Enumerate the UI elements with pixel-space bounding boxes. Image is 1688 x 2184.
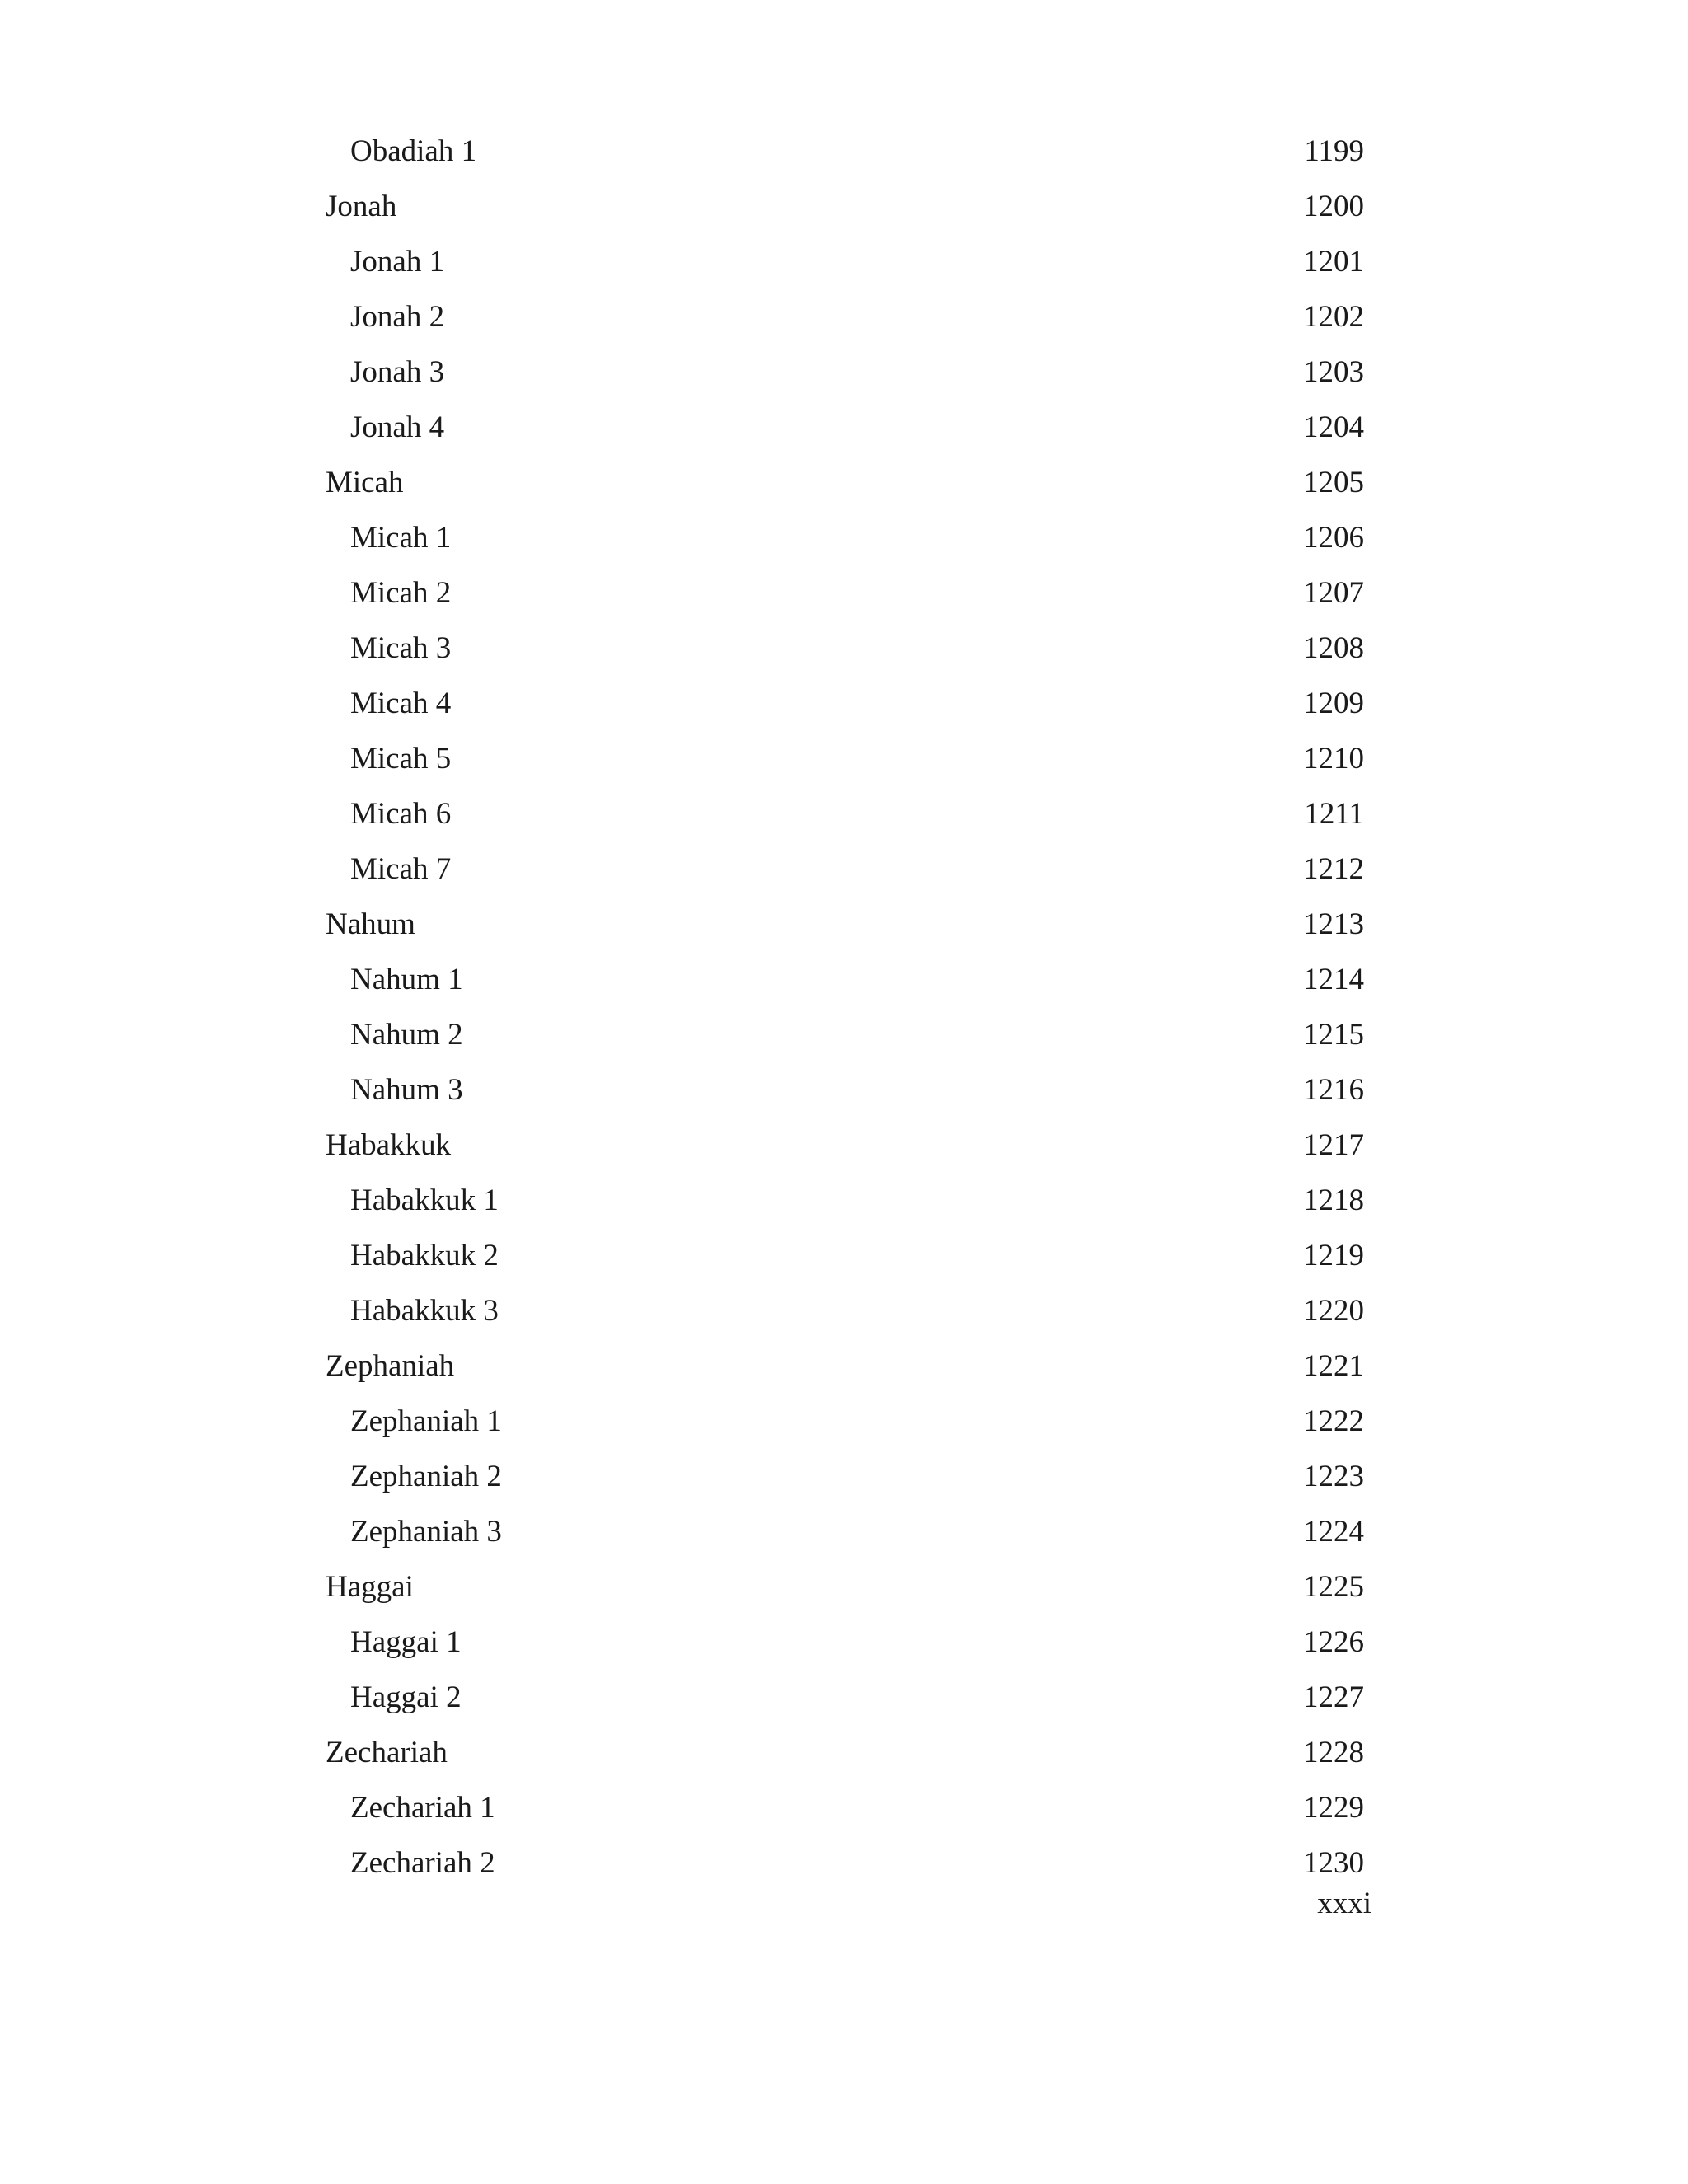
toc-entry-title: Zephaniah: [326, 1349, 455, 1383]
toc-entry-page: 1222: [1303, 1404, 1364, 1438]
toc-entry[interactable]: [326, 1283, 1364, 1338]
toc-entry-title: Habakkuk: [326, 1128, 452, 1162]
toc-entry[interactable]: [326, 1062, 1364, 1118]
toc-entry-title: Micah: [326, 466, 404, 499]
toc-entry-page: 1214: [1303, 963, 1364, 996]
toc-entry-title: Nahum 2: [350, 1018, 463, 1052]
toc-entry-page: 1218: [1303, 1183, 1364, 1217]
toc-entry-page: 1209: [1303, 687, 1364, 720]
toc-entry-page: 1229: [1303, 1791, 1364, 1825]
toc-entry-title: Zephaniah 2: [350, 1460, 502, 1493]
toc-entry[interactable]: [326, 1338, 1364, 1394]
toc-entry-page: 1206: [1303, 521, 1364, 555]
toc-entry-page: 1219: [1303, 1239, 1364, 1272]
toc-entry-title: Jonah 4: [350, 410, 445, 444]
toc-entry-page: 1221: [1303, 1349, 1364, 1383]
toc-entry[interactable]: [326, 786, 1364, 841]
toc-entry-title: Micah 3: [350, 631, 452, 665]
toc-entry[interactable]: [326, 1118, 1364, 1173]
toc-entry-page: 1217: [1303, 1128, 1364, 1162]
toc-entry-title: Zechariah: [326, 1736, 448, 1769]
toc-entry-page: 1200: [1303, 190, 1364, 223]
toc-entry-title: Jonah 3: [350, 355, 445, 389]
toc-entry-page: 1211: [1304, 797, 1364, 831]
toc-entry[interactable]: [326, 1394, 1364, 1449]
toc-entry[interactable]: [326, 1725, 1364, 1780]
toc-entry[interactable]: [326, 1615, 1364, 1670]
page-number: xxxi: [1317, 1886, 1372, 1920]
toc-entry[interactable]: [326, 1835, 1364, 1891]
toc-entry-page: 1220: [1303, 1294, 1364, 1328]
toc-entry-page: 1227: [1303, 1680, 1364, 1714]
toc-entry[interactable]: [326, 897, 1364, 952]
toc-entry[interactable]: [326, 179, 1364, 234]
toc-entry-page: 1208: [1303, 631, 1364, 665]
toc-entry-page: 1230: [1303, 1846, 1364, 1880]
toc-entry[interactable]: [326, 1007, 1364, 1062]
toc-entry-title: Nahum 3: [350, 1073, 463, 1107]
toc-entry-title: Micah 4: [350, 687, 452, 720]
table-of-contents: [326, 124, 1364, 1891]
toc-entry-title: Zephaniah 1: [350, 1404, 502, 1438]
toc-entry-page: 1215: [1303, 1018, 1364, 1052]
toc-entry-page: 1223: [1303, 1460, 1364, 1493]
toc-entry[interactable]: [326, 289, 1364, 344]
toc-entry-page: 1226: [1303, 1625, 1364, 1659]
toc-entry-title: Micah 6: [350, 797, 452, 831]
toc-entry-title: Nahum: [326, 907, 415, 941]
toc-entry-page: 1204: [1303, 410, 1364, 444]
toc-entry-title: Obadiah 1: [350, 134, 477, 168]
toc-entry[interactable]: [326, 510, 1364, 565]
toc-entry-title: Jonah 1: [350, 245, 445, 279]
toc-entry-title: Zephaniah 3: [350, 1515, 502, 1549]
toc-entry-page: 1205: [1303, 466, 1364, 499]
toc-entry-page: 1207: [1303, 576, 1364, 610]
toc-entry-page: 1213: [1303, 907, 1364, 941]
toc-entry-page: 1210: [1303, 742, 1364, 776]
toc-entry-title: Habakkuk 1: [350, 1183, 499, 1217]
toc-entry[interactable]: [326, 621, 1364, 676]
toc-entry-title: Zechariah 1: [350, 1791, 495, 1825]
toc-entry-title: Habakkuk 3: [350, 1294, 499, 1328]
toc-entry[interactable]: [326, 234, 1364, 289]
toc-entry[interactable]: [326, 124, 1364, 179]
toc-entry-title: Habakkuk 2: [350, 1239, 499, 1272]
toc-entry[interactable]: [326, 1780, 1364, 1835]
toc-entry-title: Haggai 1: [350, 1625, 462, 1659]
toc-entry-title: Zechariah 2: [350, 1846, 495, 1880]
toc-entry-page: 1201: [1303, 245, 1364, 279]
toc-entry-page: 1202: [1303, 300, 1364, 334]
toc-entry[interactable]: [326, 1449, 1364, 1504]
toc-entry[interactable]: [326, 1559, 1364, 1615]
toc-entry-page: 1225: [1303, 1570, 1364, 1604]
toc-entry[interactable]: [326, 731, 1364, 786]
toc-entry-page: 1228: [1303, 1736, 1364, 1769]
toc-entry-page: 1216: [1303, 1073, 1364, 1107]
toc-entry[interactable]: [326, 565, 1364, 621]
toc-entry-title: Nahum 1: [350, 963, 463, 996]
toc-entry-page: 1199: [1304, 134, 1364, 168]
toc-entry-title: Micah 1: [350, 521, 452, 555]
toc-entry[interactable]: [326, 1504, 1364, 1559]
toc-entry-title: Micah 2: [350, 576, 452, 610]
toc-entry-title: Haggai: [326, 1570, 414, 1604]
toc-entry-title: Micah 5: [350, 742, 452, 776]
toc-entry-title: Jonah: [326, 190, 397, 223]
toc-entry-title: Micah 7: [350, 852, 452, 886]
toc-entry[interactable]: [326, 344, 1364, 400]
toc-entry[interactable]: [326, 1670, 1364, 1725]
toc-entry-page: 1224: [1303, 1515, 1364, 1549]
toc-entry[interactable]: [326, 1173, 1364, 1228]
toc-entry-page: 1203: [1303, 355, 1364, 389]
toc-entry[interactable]: [326, 400, 1364, 455]
toc-entry[interactable]: [326, 952, 1364, 1007]
toc-entry-title: Haggai 2: [350, 1680, 462, 1714]
toc-entry[interactable]: [326, 1228, 1364, 1283]
toc-entry[interactable]: [326, 455, 1364, 510]
toc-entry-page: 1212: [1303, 852, 1364, 886]
toc-entry[interactable]: [326, 676, 1364, 731]
toc-entry[interactable]: [326, 841, 1364, 897]
toc-entry-title: Jonah 2: [350, 300, 445, 334]
